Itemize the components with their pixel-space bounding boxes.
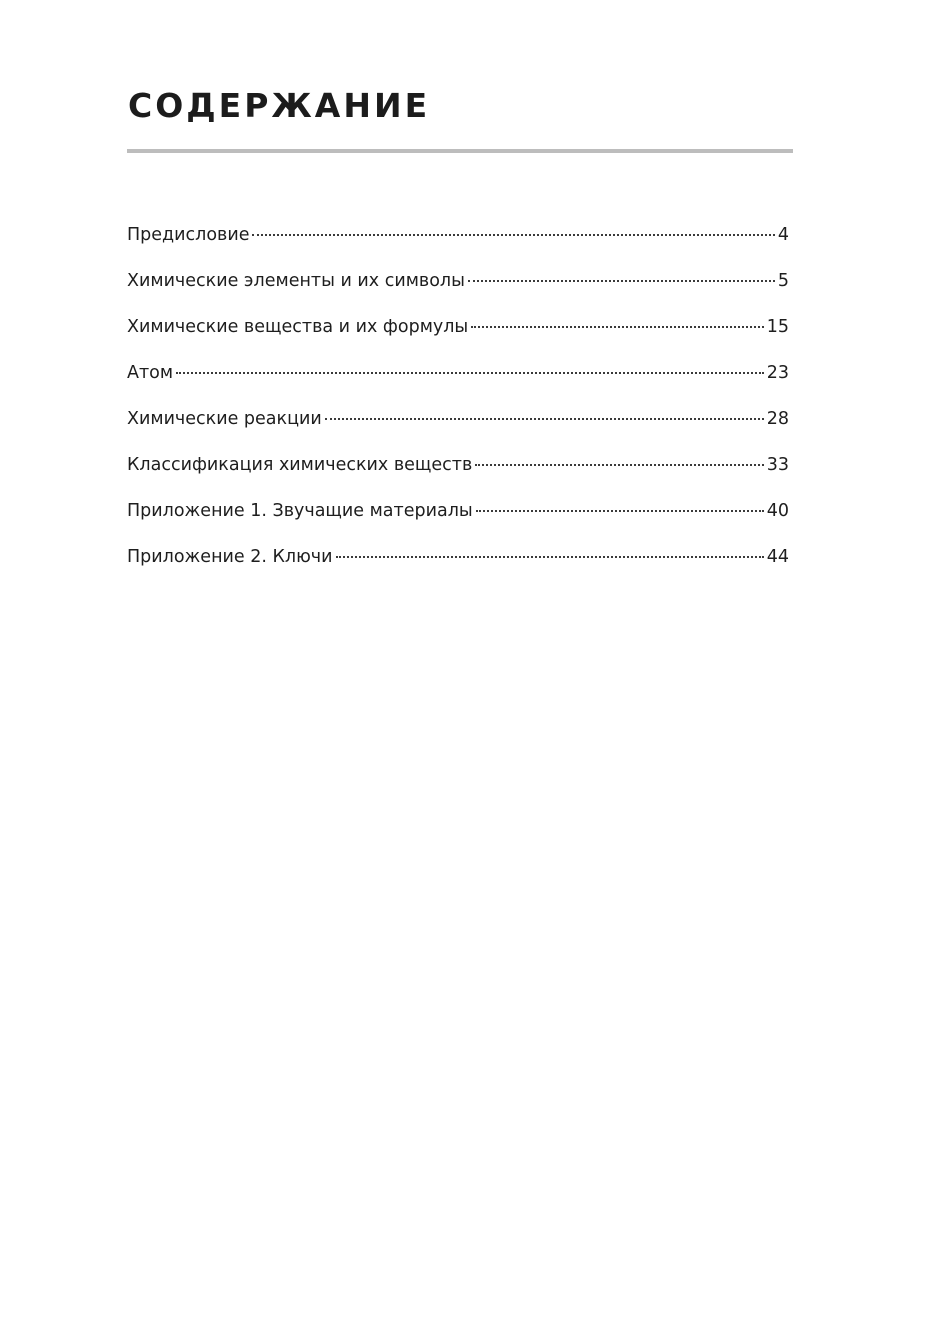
toc-entry-preface[interactable] xyxy=(127,221,789,267)
toc-entry-classification[interactable] xyxy=(127,451,789,497)
dot-leader xyxy=(468,278,775,282)
page-title: СОДЕРЖАНИЕ xyxy=(128,86,431,125)
toc-entry-appendix-1[interactable] xyxy=(127,497,789,543)
toc-entry-page-number: 15 xyxy=(766,317,789,337)
toc-entry-page-number: 40 xyxy=(766,501,789,521)
toc-entry-label: Предисловие xyxy=(127,225,250,245)
toc-entry-chemical-substances[interactable] xyxy=(127,313,789,359)
toc-entry-chemical-elements[interactable] xyxy=(127,267,789,313)
dot-leader xyxy=(476,508,764,512)
dot-leader xyxy=(475,462,763,466)
toc-entry-label: Приложение 1. Звучащие материалы xyxy=(127,501,473,521)
dot-leader xyxy=(252,232,774,236)
dot-leader xyxy=(336,554,764,558)
toc-entry-label: Приложение 2. Ключи xyxy=(127,547,333,567)
dot-leader xyxy=(176,370,764,374)
toc-entry-label: Химические элементы и их символы xyxy=(127,271,465,291)
dot-leader xyxy=(471,324,763,328)
toc-entry-label: Химические реакции xyxy=(127,409,322,429)
toc-entry-page-number: 4 xyxy=(777,225,789,245)
toc-entry-atom[interactable] xyxy=(127,359,789,405)
title-divider xyxy=(127,149,793,153)
toc-entry-chemical-reactions[interactable] xyxy=(127,405,789,451)
toc-entry-label: Химические вещества и их формулы xyxy=(127,317,469,337)
toc-entry-page-number: 23 xyxy=(766,363,789,383)
table-of-contents xyxy=(127,221,789,589)
toc-entry-label: Классификация химических веществ xyxy=(127,455,473,475)
toc-entry-label: Атом xyxy=(127,363,174,383)
dot-leader xyxy=(325,416,764,420)
toc-entry-page-number: 44 xyxy=(766,547,789,567)
toc-entry-page-number: 33 xyxy=(766,455,789,475)
toc-entry-page-number: 28 xyxy=(766,409,789,429)
toc-entry-page-number: 5 xyxy=(777,271,789,291)
toc-entry-appendix-2[interactable] xyxy=(127,543,789,589)
